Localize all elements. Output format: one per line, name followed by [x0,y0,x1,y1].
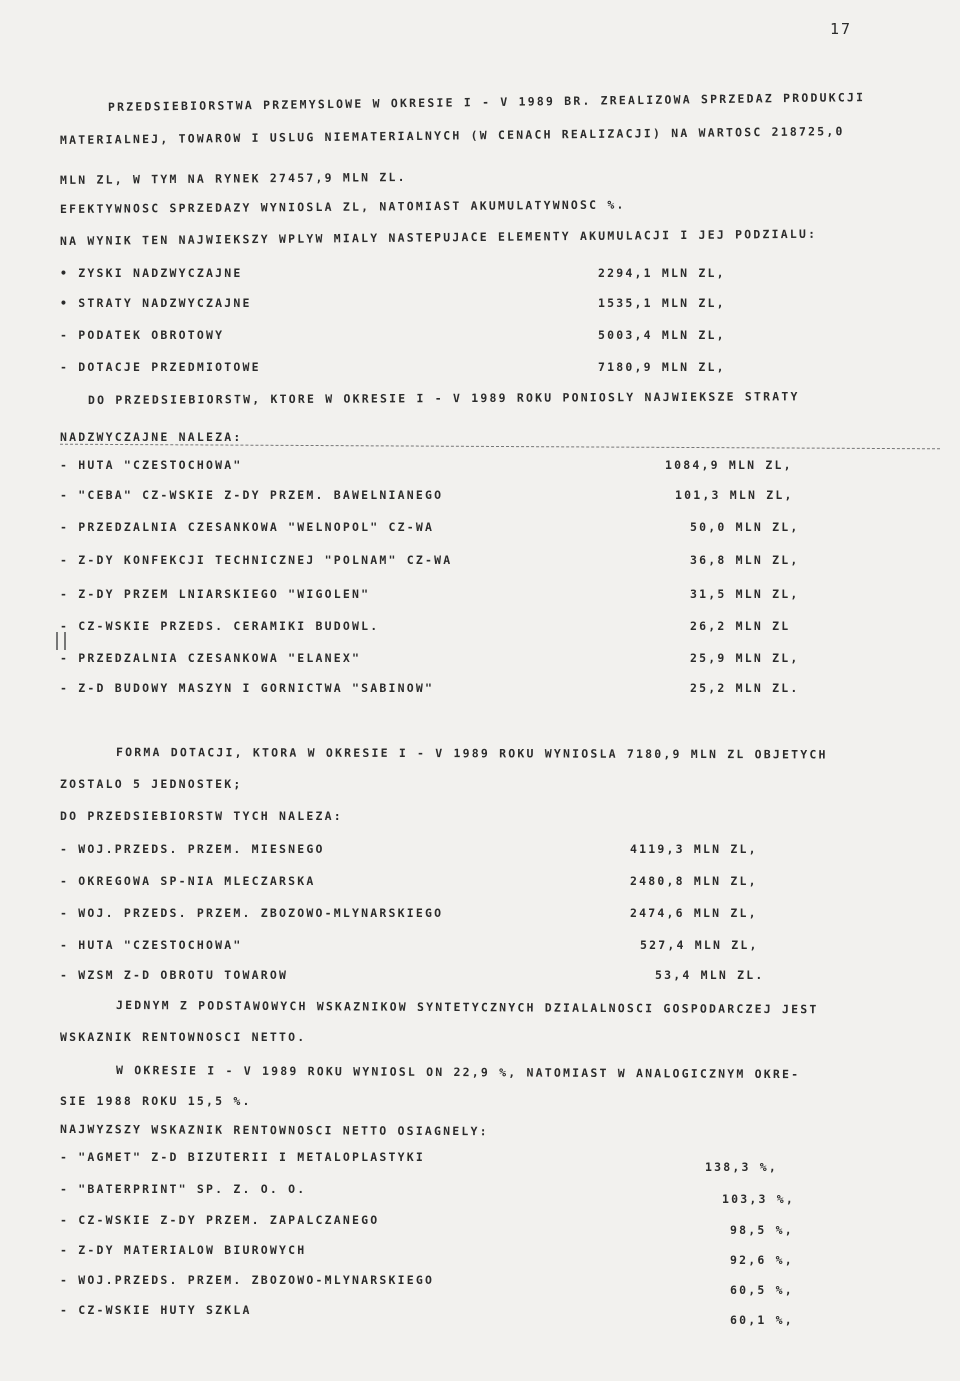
profit-value: 138,3 %, [705,1160,778,1174]
profit-label: - "BATERPRINT" SP. Z. O. O. [60,1182,307,1196]
loss-label: - "CEBA" CZ-WSKIE Z-DY PRZEM. BAWELNIANEGO [60,488,444,502]
loss-row [60,488,820,506]
losses-intro-line-2: NADZWYCZAJNE NALEZA: [60,430,243,444]
profit-label: - CZ-WSKIE HUTY SZKLA [60,1303,252,1317]
subsidy-value: 527,4 MLN ZL, [640,938,759,952]
element-value: 1535,1 MLN ZL, [598,296,726,310]
profit-value: 60,1 %, [730,1313,794,1327]
subsidy-row [60,968,780,986]
loss-label: - Z-DY PRZEM LNIARSKIEGO "WIGOLEN" [60,587,371,601]
element-row [60,296,780,314]
divider [60,444,940,450]
subsidies-intro-line-1: FORMA DOTACJI, KTORA W OKRESIE I - V 1989 ROKU WYNIOSLA 7180,9 MLN ZL OBJETYCH [115,745,828,762]
intro-line-3: MLN ZL, W TYM NA RYNEK 27457,9 MLN ZL. [59,169,407,187]
loss-row [60,587,820,605]
profit-row [60,1213,800,1237]
profit-text-line-4: SIE 1988 ROKU 15,5 %. [60,1094,252,1108]
subsidy-row [60,938,780,956]
loss-row [60,458,820,476]
element-row [60,266,780,284]
element-label: • STRATY NADZWYCZAJNE [60,296,252,310]
intro-line-4: EFEKTYWNOSC SPRZEDAZY WYNIOSLA ZL, NATOMIAST AKUMULATYWNOSC %. [59,197,626,216]
subsidy-label: - OKREGOWA SP-NIA MLECZARSKA [60,874,316,888]
loss-label: - Z-D BUDOWY MASZYN I GORNICTWA "SABINOW" [60,681,435,695]
subsidy-value: 2474,6 MLN ZL, [630,906,758,920]
element-label: - DOTACJE PRZEDMIOTOWE [60,360,261,374]
loss-row [60,619,820,637]
subsidy-label: - HUTA "CZESTOCHOWA" [60,938,243,952]
subsidy-row [60,842,780,860]
profit-row [60,1273,800,1297]
element-row [60,360,780,378]
profit-text-line-2: WSKAZNIK RENTOWNOSCI NETTO. [60,1030,307,1044]
subsidy-value: 2480,8 MLN ZL, [630,874,758,888]
subsidy-row [60,906,780,924]
intro-line-2: MATERIALNEJ, TOWAROW I USLUG NIEMATERIALNYCH (W CENACH REALIZACJI) NA WARTOSC 218725,0 [59,124,845,147]
loss-value: 26,2 MLN ZL [690,619,791,633]
profit-label: - CZ-WSKIE Z-DY PRZEM. ZAPALCZANEGO [60,1213,380,1227]
profit-text-line-3: W OKRESIE I - V 1989 ROKU WYNIOSL ON 22,9 %, NATOMIAST W ANALOGICZNYM OKRE- [115,1063,801,1082]
element-label: • ZYSKI NADZWYCZAJNE [60,266,243,280]
element-value: 5003,4 MLN ZL, [598,328,726,342]
loss-value: 50,0 MLN ZL, [690,520,800,534]
loss-row [60,553,820,571]
margin-mark [56,632,66,650]
subsidy-label: - WOJ. PRZEDS. PRZEM. ZBOZOWO-MLYNARSKIEGO [60,906,444,920]
element-label: - PODATEK OBROTOWY [60,328,225,342]
subsidy-value: 4119,3 MLN ZL, [630,842,758,856]
subsidy-label: - WZSM Z-D OBROTU TOWAROW [60,968,289,982]
loss-value: 25,9 MLN ZL, [690,651,800,665]
profit-label: - Z-DY MATERIALOW BIUROWYCH [60,1243,307,1257]
profit-value: 60,5 %, [730,1283,794,1297]
loss-value: 31,5 MLN ZL, [690,587,800,601]
loss-label: - Z-DY KONFEKCJI TECHNICZNEJ "POLNAM" CZ-WA [60,553,453,567]
subsidy-row [60,874,780,892]
losses-intro-line-1: DO PRZEDSIEBIORSTW, KTORE W OKRESIE I - V 1989 ROKU PONIOSLY NAJWIEKSZE STRATY [87,389,800,407]
profit-text-line-1: JEDNYM Z PODSTAWOWYCH WSKAZNIKOW SYNTETYCZNYCH DZIALALNOSCI GOSPODARCZEJ JEST [115,998,819,1017]
loss-row [60,520,820,538]
profit-row [60,1243,800,1267]
profit-label: - "AGMET" Z-D BIZUTERII I METALOPLASTYKI [60,1150,425,1164]
profit-value: 98,5 %, [730,1223,794,1237]
profit-row [60,1303,800,1327]
subsidies-intro-line-3: DO PRZEDSIEBIORSTW TYCH NALEZA: [60,809,343,823]
subsidy-label: - WOJ.PRZEDS. PRZEM. MIESNEGO [60,842,325,856]
profit-row [60,1182,800,1206]
profit-value: 103,3 %, [722,1192,795,1206]
loss-label: - PRZEDZALNIA CZESANKOWA "WELNOPOL" CZ-WA [60,520,435,534]
loss-row [60,681,820,699]
loss-label: - CZ-WSKIE PRZEDS. CERAMIKI BUDOWL. [60,619,380,633]
subsidies-intro-line-2: ZOSTALO 5 JEDNOSTEK; [60,777,243,791]
element-value: 2294,1 MLN ZL, [598,266,726,280]
profit-label: - WOJ.PRZEDS. PRZEM. ZBOZOWO-MLYNARSKIEGO [60,1273,435,1287]
loss-value: 101,3 MLN ZL, [675,488,794,502]
loss-value: 36,8 MLN ZL, [690,553,800,567]
loss-label: - PRZEDZALNIA CZESANKOWA "ELANEX" [60,651,362,665]
subsidy-value: 53,4 MLN ZL. [655,968,765,982]
profit-row [60,1150,800,1174]
loss-value: 1084,9 MLN ZL, [665,458,793,472]
profit-text-line-5: NAJWYZSZY WSKAZNIK RENTOWNOSCI NETTO OSIAGNELY: [59,1122,489,1139]
loss-row [60,651,820,669]
element-row [60,328,780,346]
element-value: 7180,9 MLN ZL, [598,360,726,374]
intro-line-1: PRZEDSIEBIORSTWA PRZEMYSLOWE W OKRESIE I - V 1989 BR. ZREALIZOWA SPRZEDAZ PRODUKCJI [107,90,866,114]
loss-value: 25,2 MLN ZL. [690,681,800,695]
loss-label: - HUTA "CZESTOCHOWA" [60,458,243,472]
profit-value: 92,6 %, [730,1253,794,1267]
page-number: 17 [830,20,853,38]
intro-line-5: NA WYNIK TEN NAJWIEKSZY WPLYW MIALY NASTEPUJACE ELEMENTY AKUMULACJI I JEJ PODZIALU: [59,226,818,248]
